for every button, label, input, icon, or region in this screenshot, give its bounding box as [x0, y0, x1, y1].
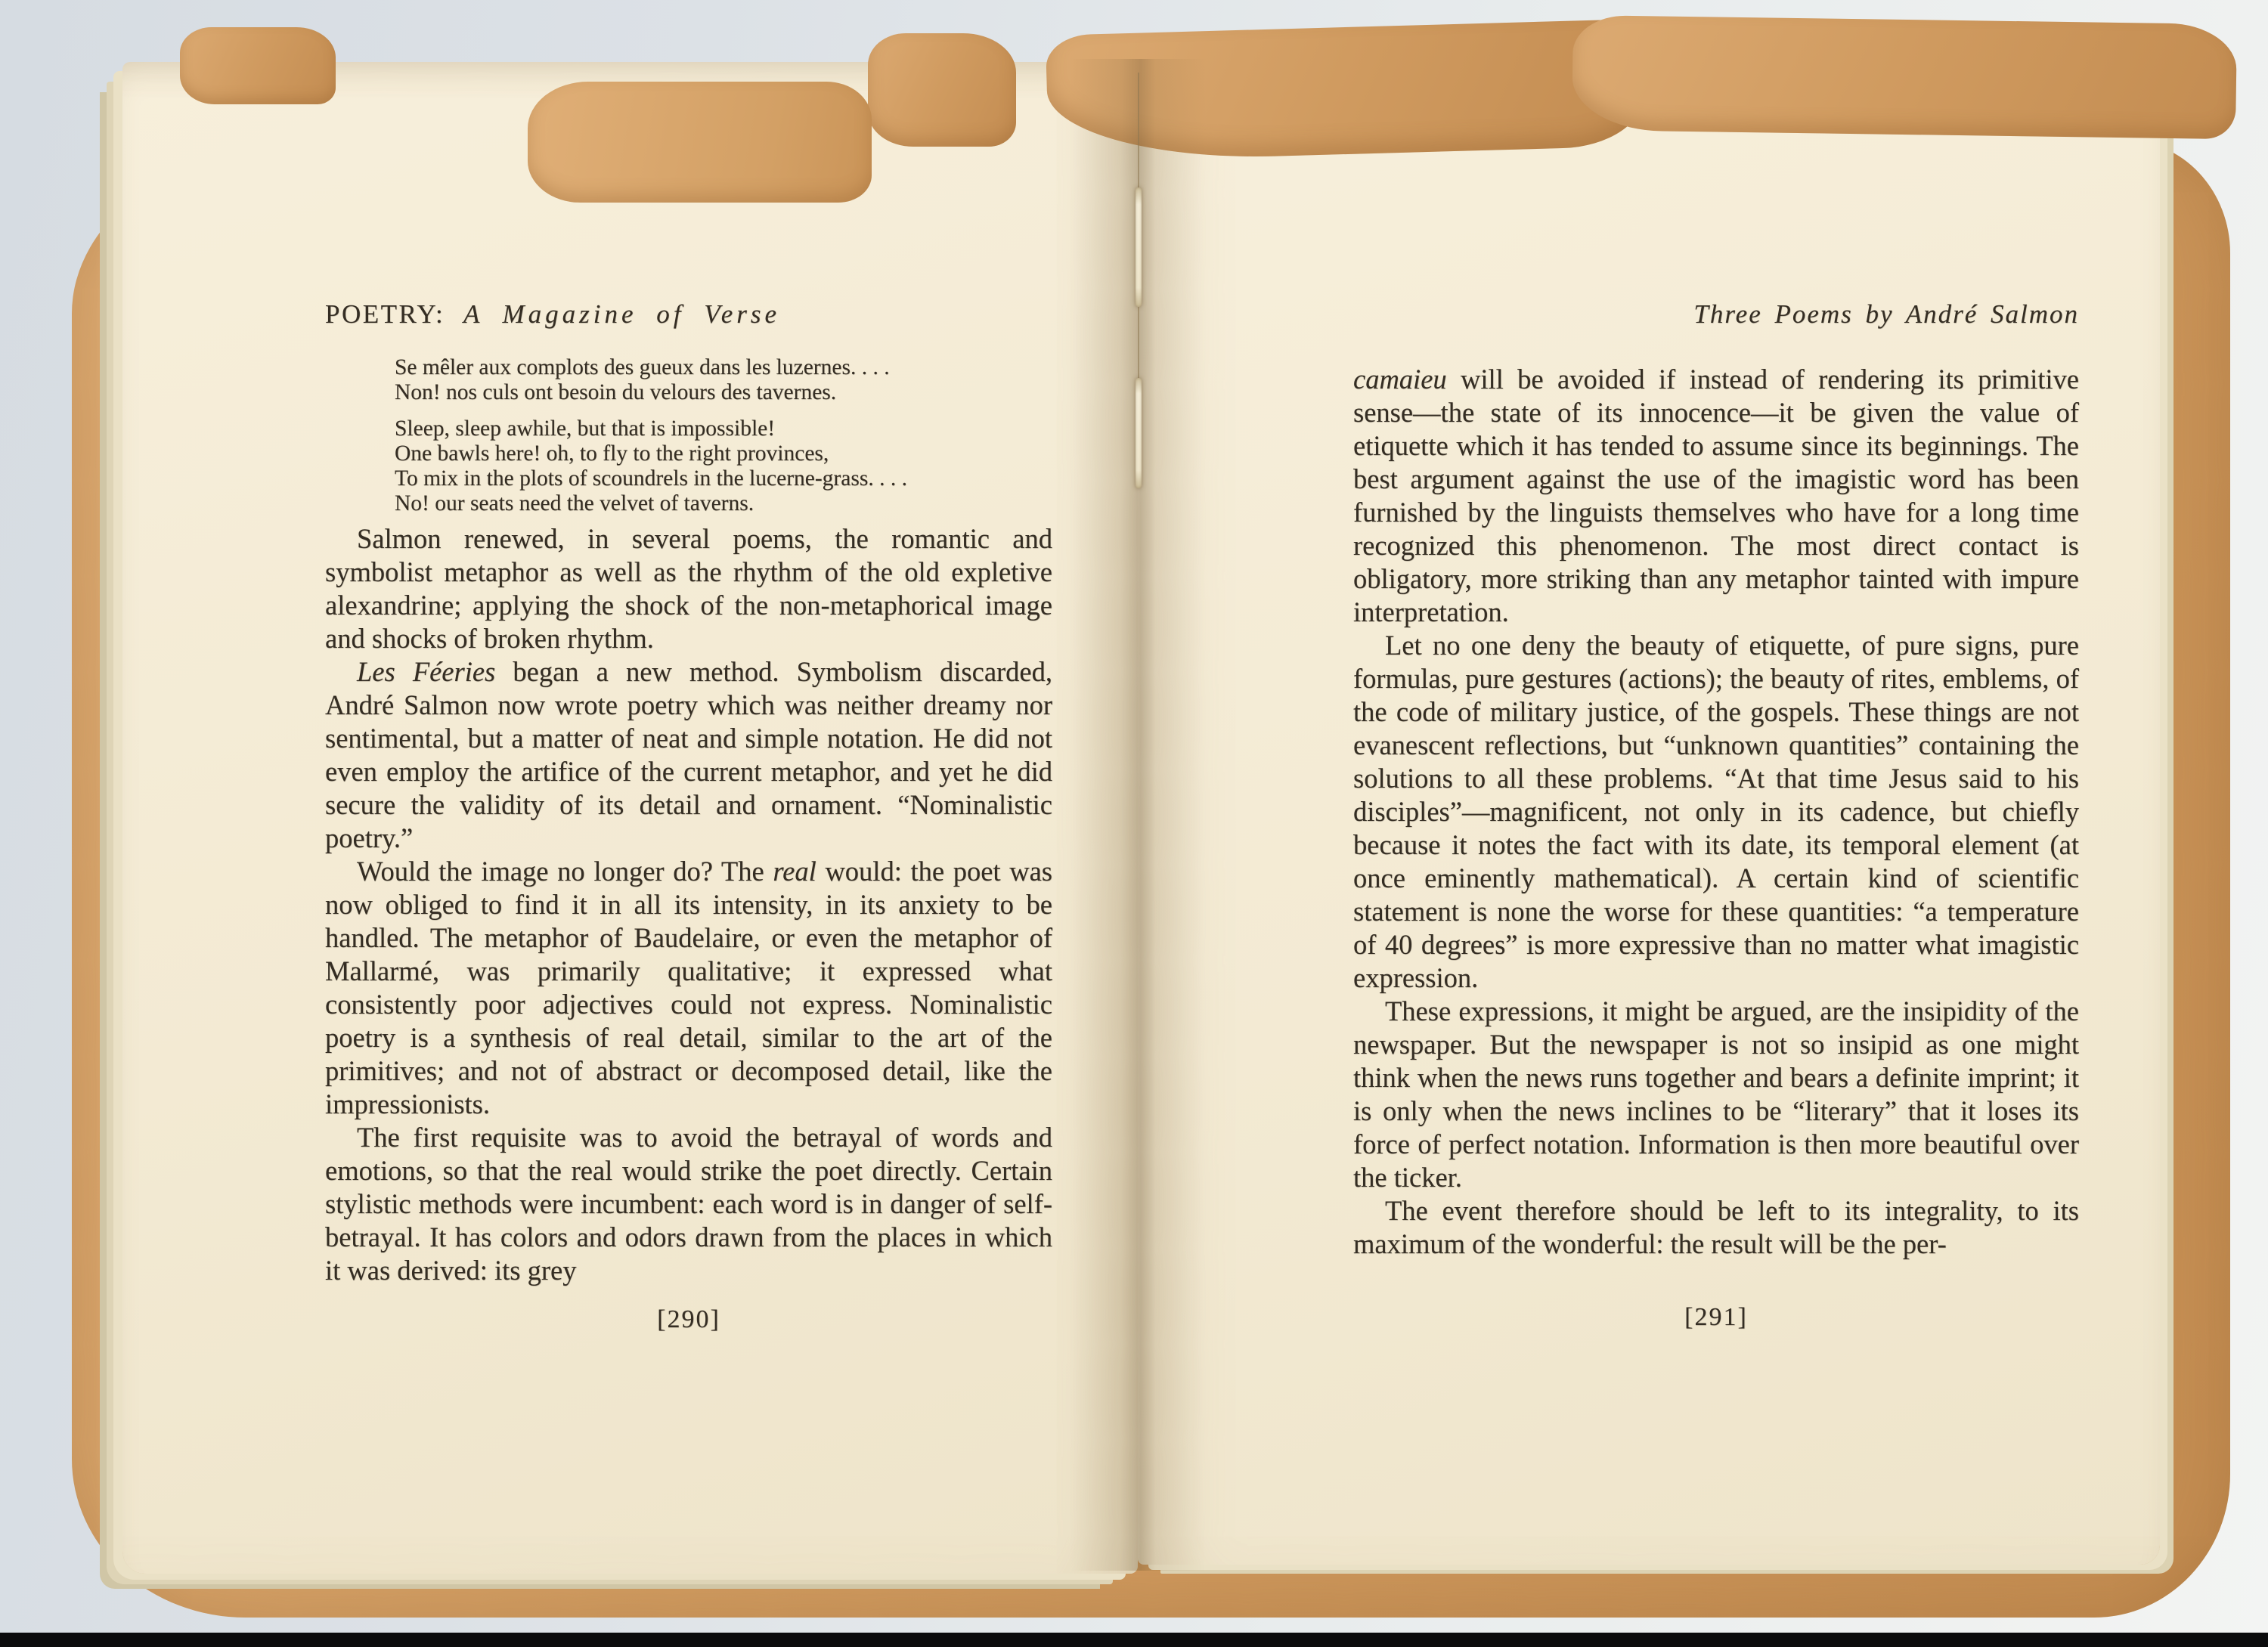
- binding-thread: [1138, 73, 1139, 187]
- binding-stitch: [1136, 187, 1142, 307]
- quote-line: One bawls here! oh, to fly to the right provinces,: [395, 441, 829, 466]
- cover-torn-edge-top-right: [1572, 15, 2237, 139]
- quote-stanza: [395, 416, 1052, 516]
- paragraph: [325, 655, 1052, 855]
- italic-text-run: camaieu: [1353, 364, 1447, 395]
- quote-line: No! our seats need the velvet of taverns.: [395, 491, 754, 515]
- paragraph: [1353, 363, 2079, 629]
- italic-text-run: Les Féeries: [357, 656, 496, 687]
- text-run: Let no one deny the beauty of etiquette, of pure signs, pure formulas, pure gestures (actions); the beauty of rites, emblems, of the code of military justice, of the gospels. These things are not evanescent reflections, but “unknown quantities” containing the solutions to all these problems. “At that time Jesus said to his disciples”—magnificent, not only in its cadence, but chiefly because it notes the fact with its date, its temporal element (at once eminently mathematical). A certain kind of scientific statement is none the worse for these quantities: “a temperature of 40 degrees” is more expressive than no matter what imagistic expression.: [1353, 630, 2079, 993]
- text-run: These expressions, it might be argued, are the insipidity of the newspaper. But the newspaper is not so insipid as one might think when the news runs together and bears a definite imprint; it is only when the news inclines to be “literary” that it loses its force of perfect notation. Information is then more beautiful over the ticker.: [1353, 995, 2079, 1193]
- running-head-right: Three Poems by André Salmon: [1693, 299, 2079, 329]
- cover-torn-flap-left: [180, 27, 336, 104]
- paragraph: [325, 1121, 1052, 1287]
- paragraph: [1353, 995, 2079, 1194]
- text-run: Would the image no longer do? The: [357, 856, 773, 887]
- text-run: Salmon renewed, in several poems, the romantic and symbolist metaphor as well as the rhythm of the old expletive alexandrine; applying the shock of the non-metaphorical image and shocks of broken rhythm.: [325, 523, 1052, 654]
- italic-text-run: real: [773, 856, 816, 887]
- verse-quote: [395, 355, 1052, 516]
- quote-line: Sleep, sleep awhile, but that is impossible!: [395, 416, 776, 441]
- magazine-name: POETRY:: [325, 299, 445, 329]
- right-page-text: [1353, 298, 2079, 1332]
- left-page-body: [325, 522, 1052, 1287]
- right-page-body: [1353, 363, 2079, 1261]
- page-number-right: [291]: [1684, 1303, 1748, 1331]
- scanner-edge-strip: [0, 1633, 2268, 1647]
- cover-torn-fragment: [868, 33, 1016, 147]
- text-run: The first requisite was to avoid the betrayal of words and emotions, so that the real would strike the poet directly. Certain stylistic methods were incumbent: each word is in danger of self-betrayal. It has colors and odors drawn from the places in which it was derived: its grey: [325, 1122, 1052, 1286]
- text-run: would: the poet was now obliged to find it in all its intensity, in its anxiety to be handled. The metaphor of Baudelaire, or even the metaphor of Mallarmé, was primarily qualitative; it expressed what consistently poor adjectives could not express. Nominalistic poetry is a synthesis of real detail, similar to the art of the primitives; and not of abstract or decomposed detail, like the impressionists.: [325, 856, 1052, 1119]
- right-page: [1138, 59, 2160, 1565]
- paragraph: [325, 855, 1052, 1121]
- quote-line: Se mêler aux complots des gueux dans les luzernes. . . .: [395, 355, 890, 379]
- paragraph: [1353, 1194, 2079, 1261]
- binding-thread: [1138, 307, 1139, 378]
- quote-line: Non! nos culs ont besoin du velours des tavernes.: [395, 380, 837, 404]
- paragraph: [325, 522, 1052, 655]
- page-number-left: [290]: [657, 1305, 720, 1333]
- cover-torn-edge-top: [1046, 19, 1646, 163]
- text-run: began a new method. Symbolism discarded, André Salmon now wrote poetry which was neither dreamy nor sentimental, but a matter of neat and simple notation. He did not even employ the artifice of the current metaphor, and yet he did secure the validity of its detail and ornament. “Nominalistic poetry.”: [325, 656, 1052, 853]
- cover-torn-flap: [528, 82, 872, 203]
- magazine-subtitle: A Magazine of Verse: [463, 299, 781, 329]
- paragraph: [1353, 629, 2079, 995]
- quote-stanza: [395, 355, 1052, 405]
- running-head-left: [325, 298, 1052, 331]
- binding-stitch: [1136, 378, 1142, 488]
- text-run: The event therefore should be left to its integrality, to its maximum of the wonderful: the result will be the per-: [1353, 1195, 2079, 1259]
- text-run: will be avoided if instead of rendering its primitive sense—the state of its innocence—it be given the value of etiquette which it has tended to assume since its beginnings. The best argument against the use of the imagistic word has been furnished by the linguists themselves who have for a long time recognized this phenomenon. The most direct contact is obligatory, more striking than any metaphor tainted with impure interpretation.: [1353, 364, 2079, 627]
- left-page: [122, 62, 1138, 1574]
- quote-line: To mix in the plots of scoundrels in the lucerne-grass. . . .: [395, 466, 907, 491]
- left-page-text: [325, 298, 1052, 1334]
